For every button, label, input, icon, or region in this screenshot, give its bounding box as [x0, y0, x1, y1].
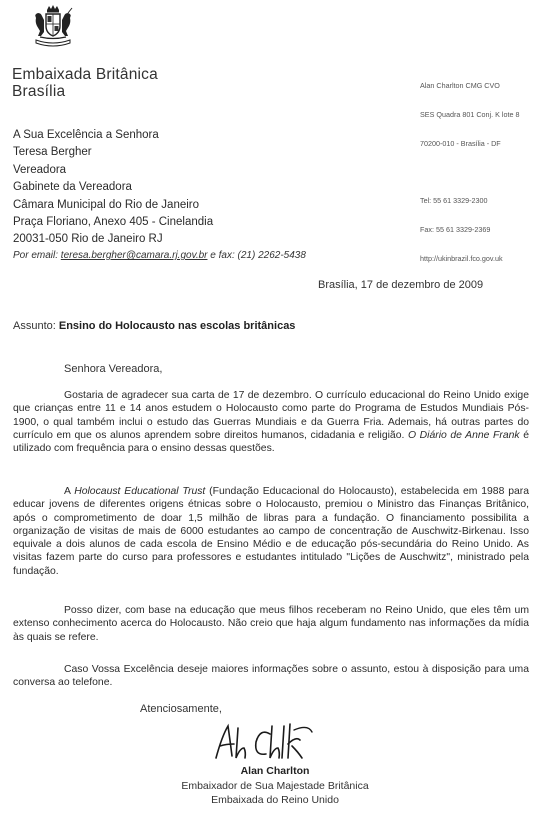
salutation: Senhora Vereadora,: [64, 363, 163, 375]
p1-text-b: é utilizado com frequência para o ensino dessas questões.: [13, 429, 529, 455]
signatory-name: Alan Charlton: [240, 765, 310, 777]
embassy-line-1: Embaixada Britânica: [12, 66, 158, 83]
body-paragraph-1: [13, 389, 529, 455]
body-paragraph-3: [13, 604, 529, 644]
recipient-address-block: [13, 127, 213, 249]
letter-date: Brasília, 17 de dezembro de 2009: [318, 279, 484, 291]
p2-text-a: A: [64, 486, 75, 497]
recipient-line: Gabinete da Vereadora: [13, 181, 132, 194]
recipient-line: Teresa Bergher: [13, 146, 92, 159]
sender-line: http://ukinbrazil.fco.gov.uk: [420, 253, 503, 263]
p2-trust-name: Holocaust Educational Trust: [74, 486, 206, 497]
royal-coat-of-arms-icon: [30, 4, 76, 50]
p2-text-b: (Fundação Educacional do Holocausto), estabelecida em 1988 para educar jovens de diferentes origens étnicas sobre o Holocausto, premiou o Ministro das Finanças Britânico, após o comprometimento de doar 1,5 milhão de libras para a fundação. O financiamento possibilita a organização de visitas de mais de 6000 estudantes ao campo de concentração de Auschwitz-Birkenau. Isso equivale a dois alunos de cada escola de Ensino Médio e de educação pós-secundária do Reino Unido. As visitas fazem parte do curso para professores e estudantes intitulado "Lições de Auschwitz", ministrado pela fundação.: [13, 486, 529, 577]
contact-prefix: Por email:: [13, 250, 61, 261]
recipient-line: Câmara Municipal do Rio de Janeiro: [13, 198, 200, 211]
closing: Atenciosamente,: [140, 703, 222, 715]
subject-line: [13, 320, 295, 332]
recipient-line: A Sua Excelência a Senhora: [13, 129, 159, 141]
sender-line: SES Quadra 801 Conj. K lote 8: [420, 109, 520, 119]
signatory-organization: Embaixada do Reino Unido: [211, 794, 339, 806]
sender-line: Tel: 55 61 3329-2300: [420, 196, 488, 206]
body-paragraph-2: [13, 485, 529, 578]
sender-line: Alan Charlton CMG CVO: [420, 81, 500, 91]
body-paragraph-4: [13, 663, 529, 690]
subject-text: Ensino do Holocausto nas escolas britânicas: [58, 320, 296, 332]
recipient-line: Praça Floriano, Anexo 405 - Cinelandia: [13, 216, 214, 229]
embassy-line-2: Brasília: [12, 83, 66, 100]
sender-line: Fax: 55 61 3329-2369: [420, 225, 491, 235]
p1-book-title: O Diário de Anne Frank: [407, 429, 520, 441]
signatory-title: Embaixador de Sua Majestade Britânica: [181, 780, 369, 792]
recipient-email-link[interactable]: teresa.bergher@camara.rj.gov.br: [60, 250, 208, 261]
p3-text: Posso dizer, com base na educação que meus filhos receberam no Reino Unido, que eles têm um extenso conhecimento acerca do Holocausto. Não creio que haja algum fundamento nas informações da mídia às quais se refere.: [13, 605, 529, 643]
p1-text-a: Gostaria de agradecer sua carta de 17 de dezembro. O currículo educacional do Reino Unido exige que crianças entre 11 e 14 anos estudem o Holocausto como parte do Programa de Estudos Mundiais Pós-1900, o qual também inclui o estudo das Guerras Mundiais e da Guerra Fria. Ademais, há outras partes do currículo em que os alunos aprendem sobre direitos humanos, cidadania e religião.: [13, 390, 529, 441]
fax-prefix: e fax:: [207, 250, 238, 261]
recipient-line: 20031-050 Rio de Janeiro RJ: [13, 233, 163, 246]
subject-label: Assunto:: [13, 320, 59, 332]
recipient-line: Vereadora: [13, 163, 67, 176]
p4-text: Caso Vossa Excelência deseje maiores informações sobre o assunto, estou à disposição para uma conversa ao telefone.: [13, 664, 529, 689]
recipient-fax: (21) 2262-5438: [237, 250, 306, 261]
handwritten-signature: [212, 718, 332, 770]
embassy-name: [12, 66, 158, 100]
sender-line: 70200-010 - Brasília - DF: [420, 138, 501, 148]
sender-line: [420, 168, 520, 178]
sender-address-block: [420, 62, 520, 273]
contact-line: [13, 250, 306, 261]
